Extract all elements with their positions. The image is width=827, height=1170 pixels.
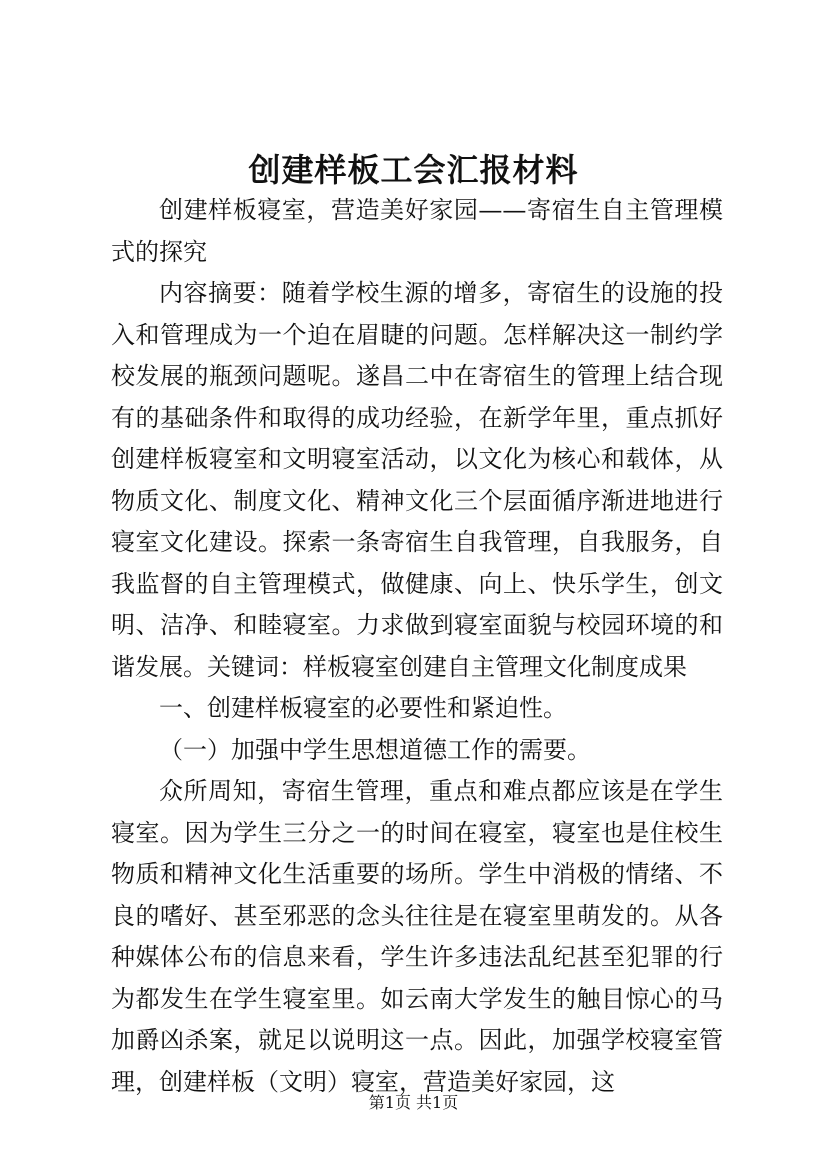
body-paragraph: 众所周知，寄宿生管理，重点和难点都应该是在学生寝室。因为学生三分之一的时间在寝室，寝室也是住校生物质和精神文化生活重要的场所。学生中消极的情绪、不良的嗜好、甚至邪恶的念头往往是在寝室里萌发的。从各种媒体公布的信息来看，学生许多违法乱纪甚至犯罪的行为都发生在学生寝室里。如云南大学发生的触目惊心的马加爵凶杀案，就足以说明这一点。因此，加强学校寝室管理，创建样板（文明）寝室，营造美好家园，这 [111,777,723,1096]
section-heading: 一、创建样板寝室的必要性和紧迫性。 [159,694,567,722]
abstract-paragraph: 内容摘要：随着学校生源的增多，寄宿生的设施的投入和管理成为一个迫在眉睫的问题。怎样解决这一制约学校发展的瓶颈问题呢。遂昌二中在寄宿生的管理上结合现有的基础条件和取得的成功经验，在新学年里，重点抓好创建样板寝室和文明寝室活动，以文化为核心和载体，从物质文化、制度文化、精神文化三个层面循序渐进地进行寝室文化建设。探索一条寄宿生自我管理，自我服务，自我监督的自主管理模式，做健康、向上、快乐学生，创文明、洁净、和睦寝室。力求做到寝室面貌与校园环境的和谐发展。关键词：样板寝室创建自主管理文化制度成果 [111,279,723,681]
document-title: 创建样板工会汇报材料 [248,151,579,189]
subtitle-paragraph: 创建样板寝室，营造美好家园——寄宿生自主管理模式的探究 [111,196,723,266]
document-body [111,190,723,1103]
page-footer: 第1页 共1页 [368,1093,459,1112]
subsection-heading: （一）加强中学生思想道德工作的需要。 [159,735,591,764]
